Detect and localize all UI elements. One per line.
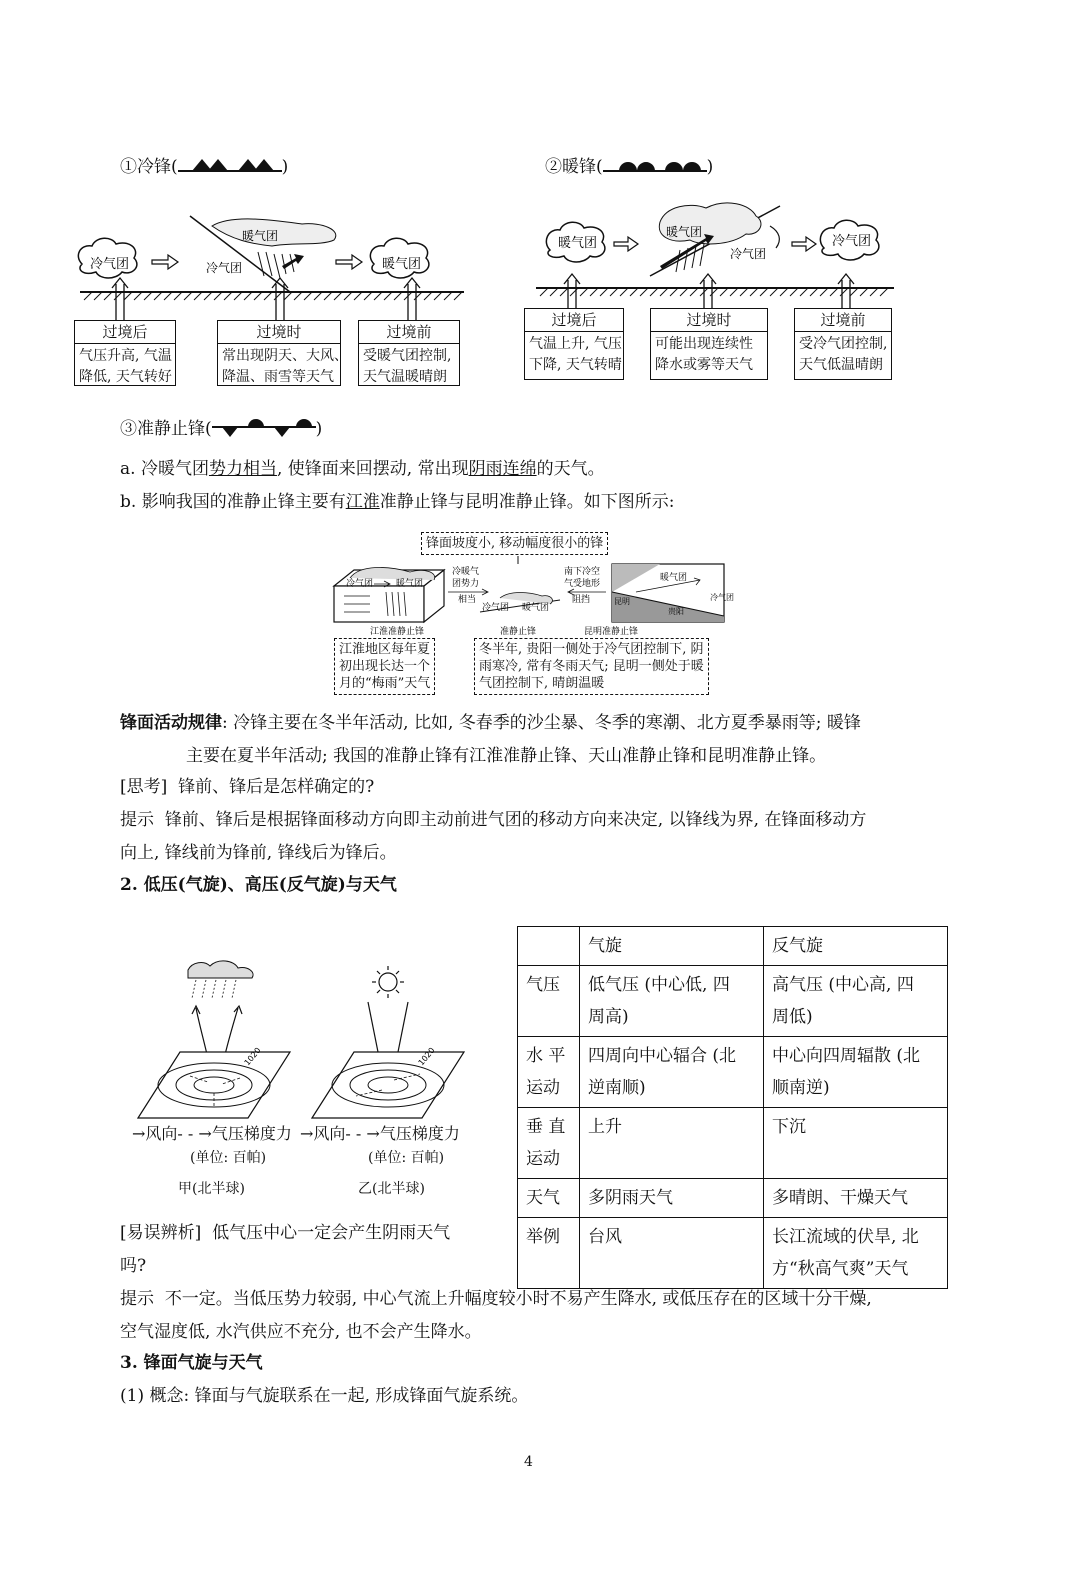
- cyclone-cell: 四周向中心辐合 (北 逆南顺): [580, 1037, 764, 1108]
- warm-mass-label: 暖气团: [382, 257, 422, 272]
- warm-after-box: 过境后 气温上升, 气压 下降, 天气转晴: [524, 308, 624, 380]
- cyclone-comparison-table: [517, 926, 948, 1289]
- pressure-gradient-arrow-icon-2: - - →: [345, 1124, 380, 1143]
- stationary-top-label: 锋面坡度小, 移动幅度很小的锋: [421, 532, 608, 555]
- row-label: 水 平 运动: [518, 1037, 580, 1108]
- table-header-cell: 气旋: [580, 927, 764, 966]
- warm-mass-center-label: 暖气团: [242, 229, 279, 243]
- jh-front-label: 江淮准静止锋: [370, 627, 425, 637]
- mistake-line1: [易误辨析] 低气压中心一定会产生阴雨天气: [120, 1223, 451, 1243]
- cyclone-cell: 上升: [580, 1108, 764, 1179]
- table-header-cell: 反气旋: [764, 927, 948, 966]
- cold-front-symbol-icon: [178, 156, 282, 174]
- mid-front-label: 准静止锋: [500, 627, 537, 637]
- hint1-line1: 提示 锋前、锋后是根据锋面移动方向即主动前进气团的移动方向来决定, 以锋线为界, 在锋面移动方: [120, 810, 867, 830]
- wind-arrow-icon: →: [132, 1124, 146, 1143]
- cold-after-box: 过境后 气压升高, 气温 降低, 天气转好: [74, 320, 176, 386]
- svg-text:1020: 1020: [242, 1045, 263, 1068]
- svg-text:1020: 1020: [416, 1045, 437, 1068]
- wind-arrow-icon-2: →: [300, 1124, 314, 1143]
- anticyclone-cell: 长江流域的伏旱, 北 方“秋高气爽”天气: [764, 1218, 948, 1289]
- south-text-1: 南下冷空: [564, 567, 601, 577]
- cold-mass-right-label: 冷气团: [832, 234, 872, 249]
- table-header-row: [518, 927, 948, 966]
- cold-during-box: 过境时 常出现阴天、大风、 降温、雨雪等天气: [217, 320, 341, 386]
- jh-note: 江淮地区每年夏 初出现长达一个 月的“梅雨”天气: [334, 638, 435, 695]
- cold-mass-label: 冷气团: [90, 257, 130, 272]
- sun-icon: [379, 973, 397, 991]
- table-row: [518, 1218, 948, 1289]
- warm-front-symbol-icon: [603, 156, 707, 174]
- hint1-line2: 向上, 锋线前为锋前, 锋线后为锋后。: [120, 843, 397, 863]
- section2-title: 2. 低压(气旋)、高压(反气旋)与天气: [120, 875, 397, 895]
- cold-front-title: ①冷锋( ): [120, 157, 289, 177]
- anticyclone-cell: 下沉: [764, 1108, 948, 1179]
- stationary-line-a: a. 冷暖气团势力相当, 使锋面来回摆动, 常出现阴雨连绵的天气。: [120, 459, 605, 479]
- mid-cold-label: 冷气团: [482, 603, 510, 613]
- warm-before-box: 过境前 受冷气团控制, 天气低温晴朗: [794, 308, 892, 380]
- pressure-gradient-arrow-icon: - - →: [177, 1124, 212, 1143]
- table-header-cell: [518, 927, 580, 966]
- mid-text-3: 相当: [458, 595, 477, 605]
- page-number: 4: [524, 1454, 533, 1470]
- south-text-3: 阻挡: [572, 595, 591, 605]
- cyclone-cell: 多阴雨天气: [580, 1179, 764, 1218]
- rain-cloud-icon: [188, 961, 253, 978]
- row-label: 气压: [518, 966, 580, 1037]
- legend-left: →风向- - →气压梯度力: [132, 1124, 292, 1143]
- km-guiyang-label: 贵阳: [668, 607, 684, 616]
- caption-right: 乙(北半球): [358, 1181, 425, 1197]
- mid-text-2: 团势力: [452, 579, 480, 589]
- jh-cold-label: 冷气团: [346, 579, 374, 589]
- anticyclone-cell: 多晴朗、干燥天气: [764, 1179, 948, 1218]
- warm-mass-center-label-2: 暖气团: [666, 225, 703, 239]
- section3-title: 3. 锋面气旋与天气: [120, 1353, 263, 1373]
- warm-mass-left-label: 暖气团: [558, 236, 598, 251]
- stationary-front-diagram: [330, 556, 734, 638]
- stationary-front-symbol-icon: [212, 416, 316, 438]
- table-row: [518, 966, 948, 1037]
- cold-mass-center-label-2: 冷气团: [730, 247, 767, 261]
- mid-warm-label: 暖气团: [522, 603, 550, 613]
- section3-concept: (1) 概念: 锋面与气旋联系在一起, 形成锋面气旋系统。: [120, 1386, 529, 1406]
- km-front-label: 昆明准静止锋: [584, 627, 639, 637]
- mid-text-1: 冷暖气: [452, 567, 480, 577]
- row-label: 垂 直 运动: [518, 1108, 580, 1179]
- unit-left: (单位: 百帕): [190, 1150, 267, 1166]
- cyclone-cell: 台风: [580, 1218, 764, 1289]
- km-note: 冬半年, 贵阳一侧处于冷气团控制下, 阴 雨寒冷, 常有冬雨天气; 昆明一侧处于暖 气团控制下, 晴朗温暖: [474, 638, 709, 695]
- mistake-line2: 吗?: [120, 1256, 147, 1276]
- warm-front-diagram: [530, 192, 900, 312]
- cyclone-anticyclone-diagram: [130, 958, 470, 1128]
- table-row: [518, 1037, 948, 1108]
- anticyclone-cell: 中心向四周辐散 (北 顺南逆): [764, 1037, 948, 1108]
- row-label: 举例: [518, 1218, 580, 1289]
- warm-during-box: 过境时 可能出现连续性 降水或雾等天气: [650, 308, 768, 380]
- anticyclone-cell: 高气压 (中心高, 四 周低): [764, 966, 948, 1037]
- row-label: 天气: [518, 1179, 580, 1218]
- km-kunming-label: 昆明: [614, 597, 630, 606]
- km-warm-label: 暖气团: [660, 573, 688, 583]
- stationary-line-b: b. 影响我国的准静止锋主要有江淮准静止锋与昆明准静止锋。如下图所示:: [120, 492, 675, 512]
- table-row: [518, 1179, 948, 1218]
- caption-left: 甲(北半球): [178, 1181, 245, 1197]
- stationary-front-title: ③准静止锋( ): [120, 416, 322, 440]
- unit-right: (单位: 百帕): [368, 1150, 445, 1166]
- front-rule-line2: 主要在夏半年活动; 我国的准静止锋有江淮准静止锋、天山准静止锋和昆明准静止锋。: [186, 746, 827, 766]
- jh-warm-label: 暖气团: [396, 579, 424, 589]
- legend-right: →风向- - →气压梯度力: [300, 1124, 460, 1143]
- warm-front-title: ②暖锋( ): [545, 157, 714, 177]
- km-cold-label: 冷气团: [710, 593, 734, 602]
- think-line: [思考] 锋前、锋后是怎样确定的?: [120, 777, 375, 797]
- cold-mass-center-label: 冷气团: [206, 261, 243, 275]
- south-text-2: 气受地形: [564, 579, 601, 589]
- hint2-line2: 空气湿度低, 水汽供应不充分, 也不会产生降水。: [120, 1322, 482, 1342]
- hint2-line1: 提示 不一定。当低压势力较弱, 中心气流上升幅度较小时不易产生降水, 或低压存在的区域十分干燥,: [120, 1289, 872, 1309]
- cyclone-cell: 低气压 (中心低, 四 周高): [580, 966, 764, 1037]
- front-rule-line1: 锋面活动规律: 冷锋主要在冬半年活动, 比如, 冬春季的沙尘暴、冬季的寒潮、北方夏季暴雨等; 暖锋: [120, 713, 861, 733]
- cold-before-box: 过境前 受暖气团控制, 天气温暖晴朗: [358, 320, 460, 386]
- cold-front-diagram: [72, 196, 472, 316]
- table-row: [518, 1108, 948, 1179]
